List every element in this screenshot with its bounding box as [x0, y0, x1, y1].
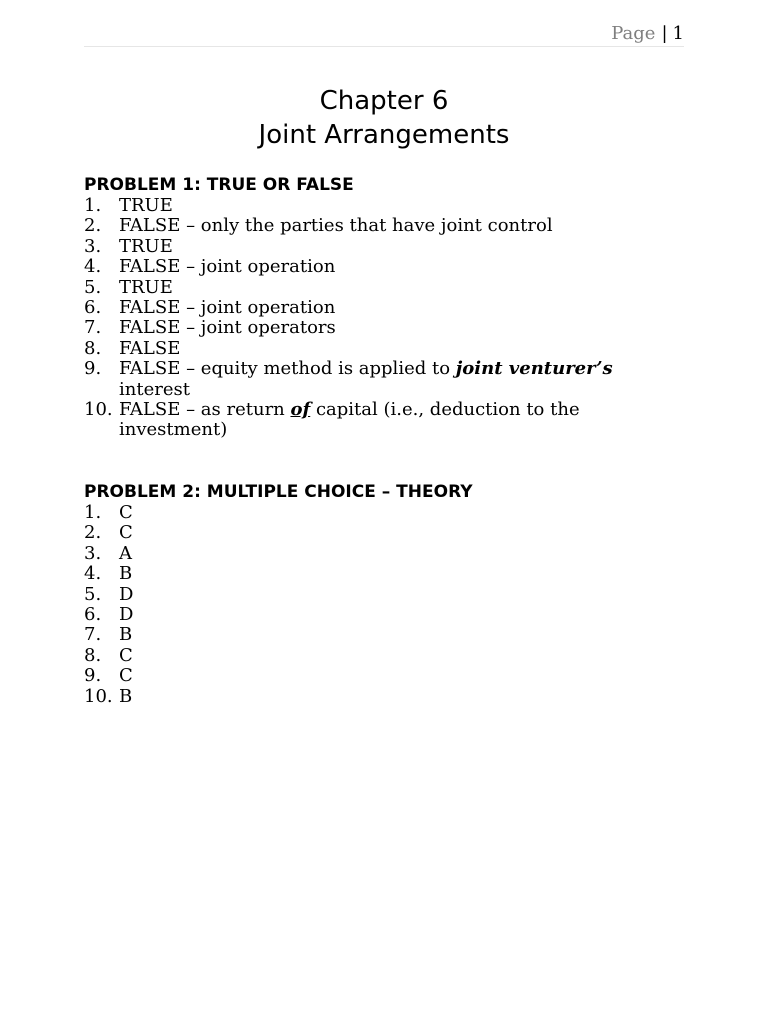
item-answer: TRUE: [119, 276, 173, 298]
list-item: [84, 298, 684, 318]
emphasized-term: joint venturer’s: [455, 358, 613, 380]
item-number: 5.: [84, 276, 102, 298]
list-item: [84, 318, 684, 338]
list-item: [84, 359, 684, 400]
item-number: 10.: [84, 685, 113, 707]
item-answer: C: [119, 644, 133, 666]
list-item: [84, 278, 684, 298]
answer-text: FALSE – equity method is applied to: [119, 358, 456, 380]
answer-text: interest: [119, 378, 190, 400]
item-number: 2.: [84, 215, 102, 237]
list-item: [84, 196, 684, 216]
item-number: 6.: [84, 297, 102, 319]
list-item: [84, 666, 684, 686]
list-item: [84, 503, 684, 523]
item-number: 7.: [84, 624, 102, 646]
item-number: 8.: [84, 644, 102, 666]
problem-1-list: [84, 196, 684, 441]
answer-text: FALSE – as return: [119, 399, 291, 421]
item-answer: C: [119, 502, 133, 523]
item-answer: D: [119, 604, 134, 626]
item-answer: FALSE – joint operation: [119, 256, 336, 278]
emphasized-term: of: [290, 399, 311, 421]
item-number: 7.: [84, 317, 102, 339]
item-number: 3.: [84, 542, 102, 564]
item-number: 4.: [84, 563, 102, 585]
chapter-title: Chapter 6: [319, 86, 449, 116]
list-item: [84, 605, 684, 625]
item-number: 9.: [84, 358, 102, 380]
list-item: [84, 646, 684, 666]
item-number: 1.: [84, 195, 102, 216]
item-answer: TRUE: [119, 195, 173, 216]
problem-2-heading: PROBLEM 2: MULTIPLE CHOICE – THEORY: [84, 482, 473, 502]
item-number: 1.: [84, 502, 102, 523]
problem-2-list: [84, 503, 684, 707]
chapter-subtitle: Joint Arrangements: [258, 120, 510, 150]
list-item: [84, 339, 684, 359]
list-item: [84, 216, 684, 236]
item-answer: B: [119, 685, 133, 707]
answer-text: capital (i.e., deduction to the investment): [119, 399, 580, 441]
list-item: [84, 400, 684, 441]
item-answer: C: [119, 522, 133, 544]
item-answer: FALSE – joint operators: [119, 317, 336, 339]
item-answer: D: [119, 583, 134, 605]
item-number: 10.: [84, 399, 113, 421]
list-item: [84, 237, 684, 257]
item-answer: A: [119, 542, 132, 564]
page-number-label: [611, 21, 684, 47]
list-item: [84, 564, 684, 584]
item-number: 9.: [84, 665, 102, 687]
list-item: [84, 523, 684, 543]
problem-1-section: [84, 175, 684, 441]
item-number: 2.: [84, 522, 102, 544]
item-number: 5.: [84, 583, 102, 605]
item-number: 8.: [84, 337, 102, 359]
item-answer: [119, 359, 684, 400]
item-answer: C: [119, 665, 133, 687]
item-answer: FALSE – joint operation: [119, 297, 336, 319]
list-item: [84, 585, 684, 605]
item-answer: [119, 400, 684, 441]
problem-2-section: [84, 482, 684, 707]
item-answer: FALSE: [119, 337, 181, 359]
item-number: 6.: [84, 604, 102, 626]
problem-1-heading: PROBLEM 1: TRUE OR FALSE: [84, 175, 354, 195]
item-answer: B: [119, 624, 133, 646]
item-answer: FALSE – only the parties that have joint control: [119, 215, 553, 237]
page-word: Page: [611, 23, 656, 44]
page-separator: |: [661, 23, 668, 44]
item-number: 4.: [84, 256, 102, 278]
list-item: [84, 257, 684, 277]
page-number: 1: [672, 23, 684, 44]
list-item: [84, 687, 684, 707]
item-number: 3.: [84, 235, 102, 257]
item-answer: TRUE: [119, 235, 173, 257]
item-answer: B: [119, 563, 133, 585]
page-header: [84, 20, 684, 47]
list-item: [84, 625, 684, 645]
list-item: [84, 544, 684, 564]
